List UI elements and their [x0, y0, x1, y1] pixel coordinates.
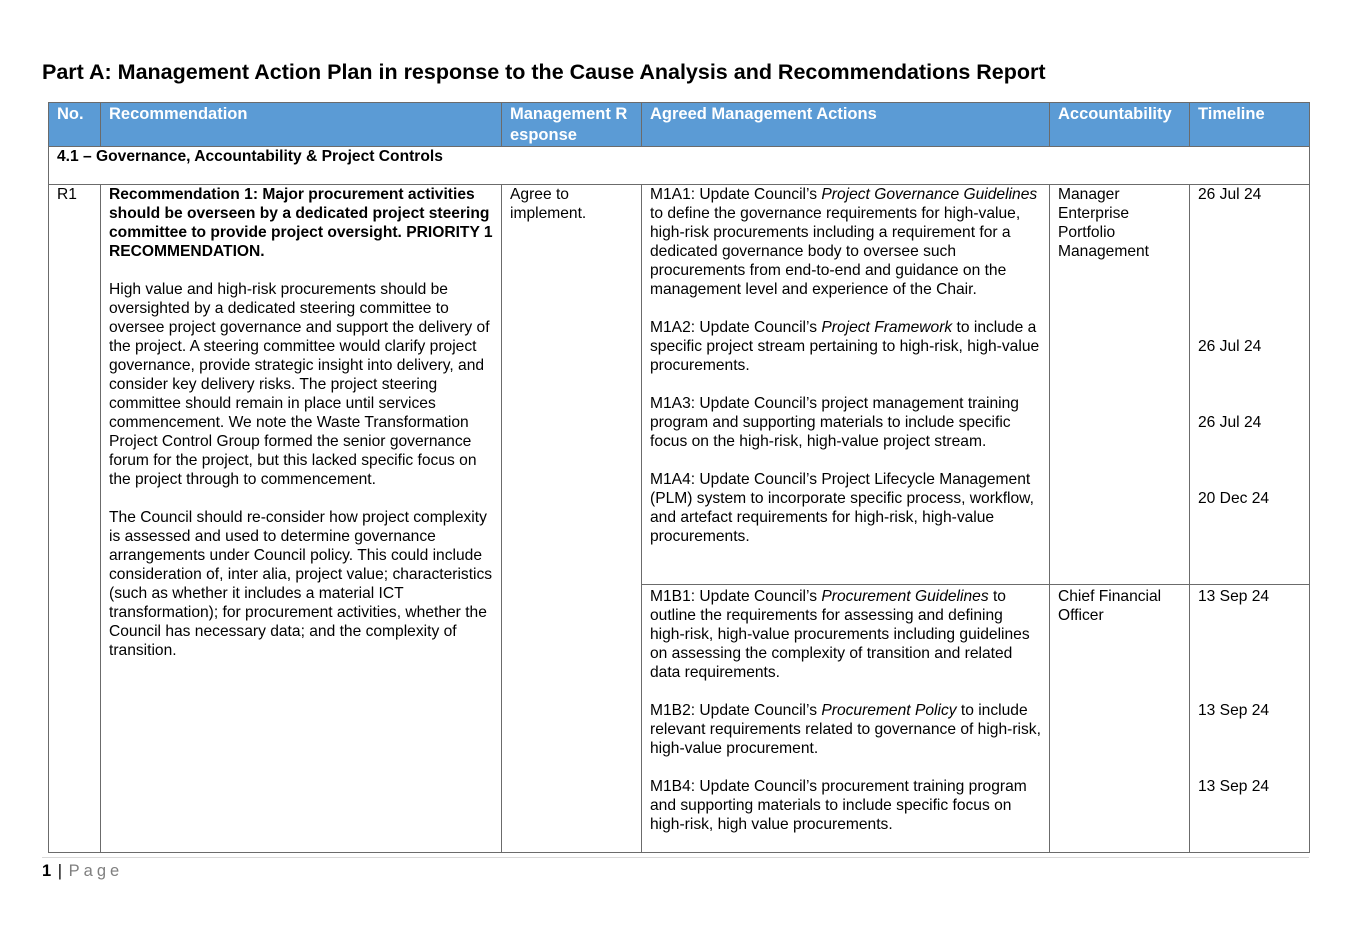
accountability-b: Chief Financial Officer	[1058, 588, 1162, 624]
actions-cell	[642, 185, 1050, 853]
page-separator: |	[52, 862, 69, 880]
recommendation-heading: Recommendation 1: Major procurement activities should be overseen by a dedicated project steering committee to provide project oversight. PRIORITY 1 RECOMMENDATION.	[109, 186, 493, 260]
timeline-m1a3: 26 Jul 24	[1198, 414, 1262, 431]
recommendation-cell	[101, 185, 502, 853]
action-plan-table	[48, 102, 1310, 853]
recommendation-paragraph-2: The Council should re-consider how project complexity is assessed and used to determine governance arrangements under Council policy. This could include consideration of, inter alia, project value; characteristics (such as whether it includes a material ICT transformation); for procurement activities, whether the Council has necessary data; and the complexity of transition.	[109, 509, 493, 659]
actions-group-b	[642, 585, 1049, 834]
page-footer	[42, 862, 123, 881]
timeline-group-a	[1190, 185, 1309, 585]
page-number: 1	[42, 862, 53, 880]
action-m1b2: M1B2: Update Council’s Procurement Policy to include relevant requirements related to governance of high-risk, high-value procurement.	[650, 702, 1041, 757]
action-m1b4: M1B4: Update Council’s procurement training program and supporting materials to include specific focus on high-risk, high value procurements.	[650, 778, 1027, 833]
action-m1a1: M1A1: Update Council’s Project Governance Guidelines to define the governance requirements for high-value, high-risk procurements including a requirement for a dedicated governance body to oversee such procurements from end-to-end and guidance on the management level and experience of the Chair.	[650, 186, 1038, 298]
recommendation-paragraph-1: High value and high-risk procurements should be oversighted by a dedicated steering committee to oversee project governance and support the delivery of the project. A steering committee would clarify project governance, provide strategic insight into delivery, and consider key delivery risks. The project steering committee should remain in place until services commencement. We note the Waste Transformation Project Control Group formed the senior governance forum for the project, but this lacked specific focus on the project through to commencement.	[109, 281, 490, 488]
header-no: No.	[49, 103, 101, 147]
timeline-m1a2: 26 Jul 24	[1198, 338, 1262, 355]
section-heading: 4.1 – Governance, Accountability & Project Controls	[49, 147, 1310, 185]
actions-group-a	[642, 185, 1049, 585]
action-m1b1: M1B1: Update Council’s Procurement Guidelines to outline the requirements for assessing and defining high-risk, high-value procurements including guidelines on assessing the complexity of transition and related data requirements.	[650, 588, 1030, 681]
timeline-m1b1: 13 Sep 24	[1198, 588, 1270, 605]
page-title: Part A: Management Action Plan in response to the Cause Analysis and Recommendations Report	[42, 60, 1046, 84]
management-response: Agree to implement.	[502, 185, 642, 853]
action-m1a2: M1A2: Update Council’s Project Framework to include a specific project stream pertaining to high-risk, high-value procurements.	[650, 319, 1040, 374]
page-word: Page	[68, 862, 124, 880]
table-row	[49, 185, 1310, 853]
accountability-group-b	[1050, 585, 1189, 625]
header-accountability: Accountability	[1050, 103, 1190, 147]
header-agreed-actions: Agreed Management Actions	[642, 103, 1050, 147]
header-timeline: Timeline	[1190, 103, 1310, 147]
action-m1a4: M1A4: Update Council’s Project Lifecycle Management (PLM) system to incorporate specific process, workflow, and artefact requirements for high-risk, high-value procurements.	[650, 471, 1034, 545]
timeline-m1a4: 20 Dec 24	[1198, 490, 1270, 507]
timeline-group-b	[1190, 585, 1309, 796]
section-row	[49, 147, 1310, 185]
action-m1a3: M1A3: Update Council’s project management training program and supporting materials to include specific focus on the high-risk, high-value project stream.	[650, 395, 1019, 450]
timeline-cell	[1190, 185, 1310, 853]
header-recommendation: Recommendation	[101, 103, 502, 147]
footer-divider	[42, 857, 1309, 858]
timeline-m1a1: 26 Jul 24	[1198, 186, 1262, 203]
timeline-m1b4: 13 Sep 24	[1198, 778, 1270, 795]
timeline-m1b2: 13 Sep 24	[1198, 702, 1270, 719]
header-management-response: Management Response	[502, 103, 642, 147]
accountability-a: Manager Enterprise Portfolio Management	[1058, 186, 1150, 260]
table-header-row	[49, 103, 1310, 147]
accountability-cell	[1050, 185, 1190, 853]
accountability-group-a	[1050, 185, 1189, 585]
recommendation-number: R1	[49, 185, 101, 853]
